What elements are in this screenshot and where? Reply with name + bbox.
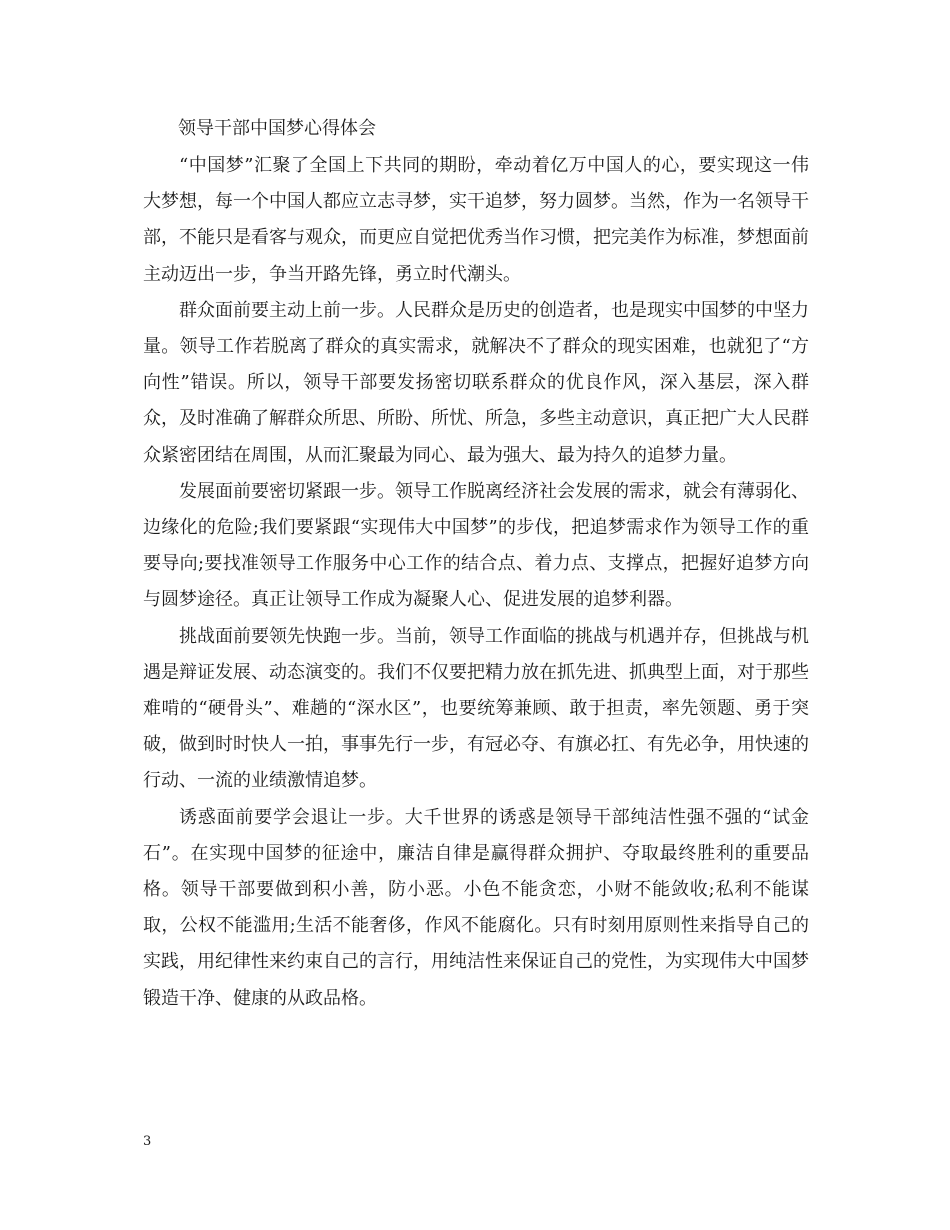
paragraph-intro: “中国梦”汇聚了全国上下共同的期盼，牵动着亿万中国人的心，要实现这一伟大梦想，每一个中国人都应立志寻梦，实干追梦，努力圆梦。当然，作为一名领导干部，不能只是看客与观众，而更应自觉把优秀当作习惯，把完美作为标准，梦想面前主动迈出一步，争当开路先锋，勇立时代潮头。 bbox=[143, 155, 809, 285]
document-title: 领导干部中国梦心得体会 bbox=[178, 118, 376, 139]
paragraph-temptation: 诱惑面前要学会退让一步。大千世界的诱惑是领导干部纯洁性强不强的“试金石”。在实现中国梦的征途中，廉洁自律是赢得群众拥护、夺取最终胜利的重要品格。领导干部要做到积小善，防小恶。小色不能贪恋，小财不能敛收;私利不能谋取，公权不能滥用;生活不能奢侈，作风不能腐化。只有时刻用原则性来指导自己的实践，用纪律性来约束自己的言行，用纯洁性来保证自己的党性，为实现伟大中国梦锻造干净、健康的从政品格。 bbox=[143, 806, 809, 1009]
paragraph-challenge: 挑战面前要领先快跑一步。当前，领导工作面临的挑战与机遇并存，但挑战与机遇是辩证发展、动态演变的。我们不仅要把精力放在抓先进、抓典型上面，对于那些难啃的“硬骨头”、难趟的“深水区”，也要统筹兼顾、敢于担责，率先领题、勇于突破，做到时时快人一拍，事事先行一步，有冠必夺、有旗必扛、有先必争，用快速的行动、一流的业绩激情追梦。 bbox=[143, 625, 809, 792]
page-number: 3 bbox=[143, 1134, 152, 1149]
document-body bbox=[143, 148, 809, 1017]
paragraph-development: 发展面前要密切紧跟一步。领导工作脱离经济社会发展的需求，就会有薄弱化、边缘化的危险;我们要紧跟“实现伟大中国梦”的步伐，把追梦需求作为领导工作的重要导向;要找准领导工作服务中心工作的结合点、着力点、支撑点，把握好追梦方向与圆梦途径。真正让领导工作成为凝聚人心、促进发展的追梦利器。 bbox=[143, 480, 809, 611]
paragraph-masses: 群众面前要主动上前一步。人民群众是历史的创造者，也是现实中国梦的中坚力量。领导工作若脱离了群众的真实需求，就解决不了群众的现实困难，也就犯了“方向性”错误。所以，领导干部要发扬密切联系群众的优良作风，深入基层，深入群众，及时准确了解群众所思、所盼、所忧、所急，多些主动意识，真正把广大人民群众紧密团结在周围，从而汇聚最为同心、最为强大、最为持久的追梦力量。 bbox=[143, 299, 809, 466]
